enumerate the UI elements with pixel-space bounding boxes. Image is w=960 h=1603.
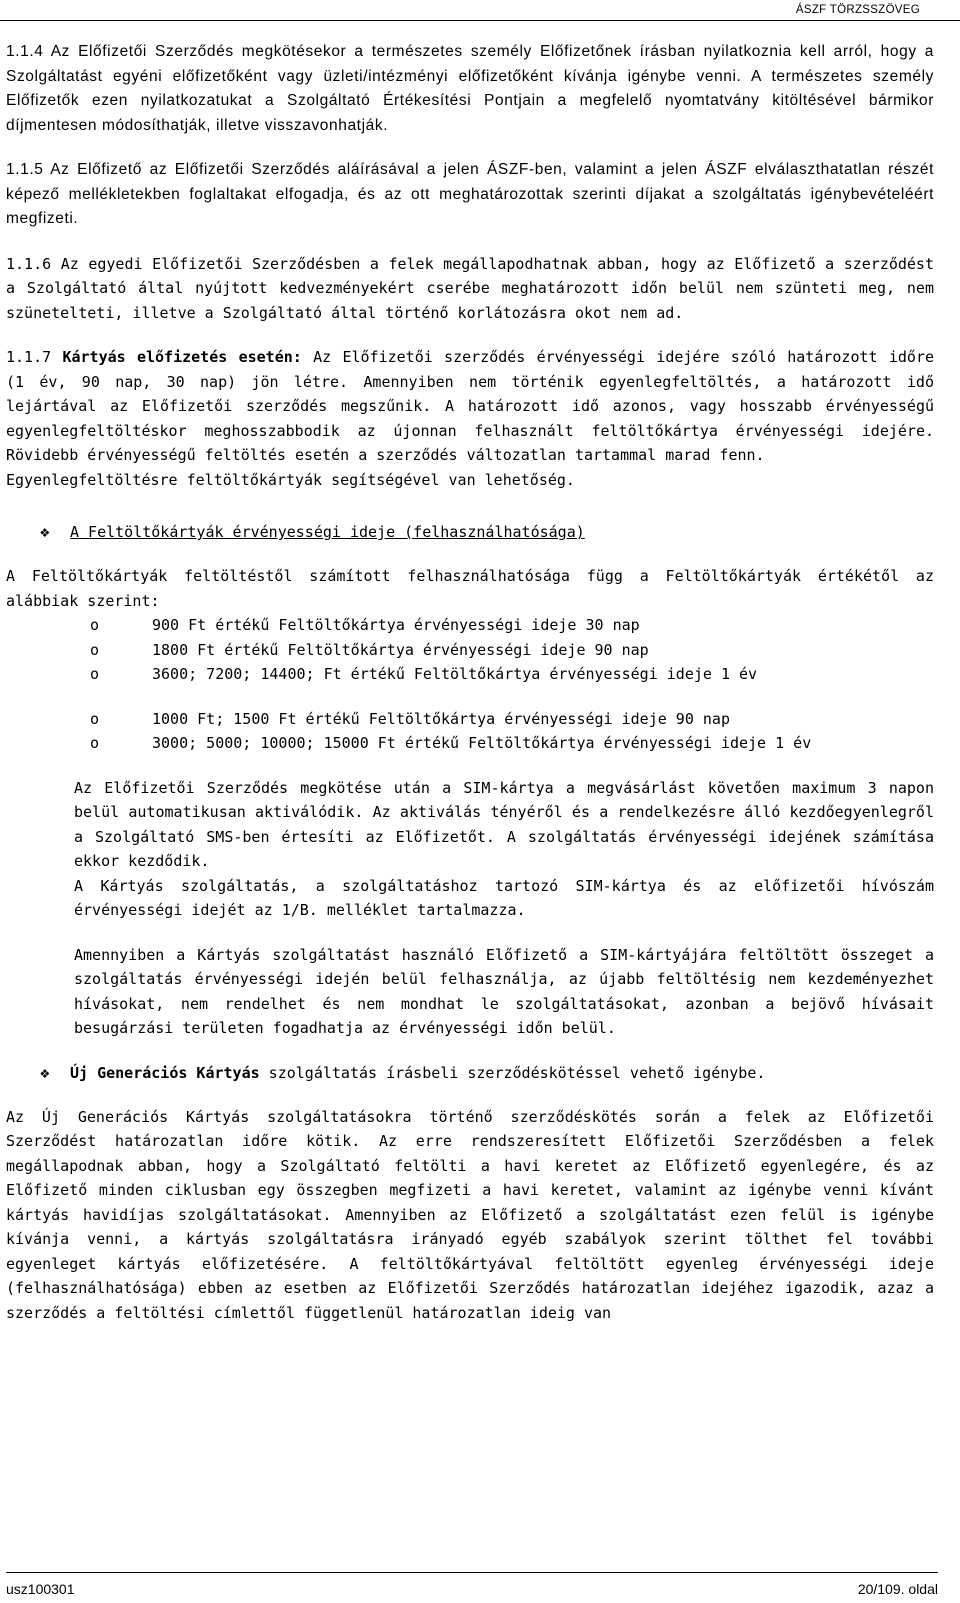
page-header [0,0,960,21]
section-number: 1.1.7 [6,348,63,366]
newgen-paragraph: Az Új Generációs Kártyás szolgáltatásokra történő szerződéskötés során a felek az Előfizetői Szerződést határozatlan időre kötik. Az erre rendszeresített Előfizetői Szerződésben a felek megállapodnak abban, hogy a Szolgáltató feltölti a havi keretet az Előfizető egyenlegére, és az Előfizető minden ciklusban egy összegben megfizeti a havi keretet, valamint az igénybe venni kívánt kártyás havidíjas szolgáltatásokat. Amennyiben az Előfizető a szolgáltatást ezen felül is igénybe kívánja venni, a kártyás szolgáltatásra irányadó egyéb szabályok szerint tölthet fel további egyenleget kártyás előfizetésére. A feltöltőkártyával feltöltött egyenleg érvényességi ideje (felhasználhatósága) ebben az esetben az Előfizetői Szerződés határozatlan idejéhez igazodik, azaz a szerződés a feltöltési címlettől függetlenül határozatlan ideig van [6,1107,934,1322]
header-label: ÁSZF TÖRZSSZÖVEG [795,4,920,16]
validity-heading [40,520,934,544]
list-item: o 3600; 7200; 14400; Ft értékű Feltöltőkártya érvényességi ideje 1 év [90,665,758,683]
list-item: o 3000; 5000; 10000; 15000 Ft értékű Feltöltőkártya érvényességi ideje 1 év [90,734,812,752]
page-number: 20/109. oldal [857,1581,938,1597]
paragraph-1-1-4: 1.1.4 Az Előfizetői Szerződés megkötésekor a természetes személy Előfizetőnek írásban nyilatkoznia kell arról, hogy a Szolgáltatást egyéni előfizetőként vagy üzleti/intézményi előfizetőként kívánja igénybe venni. A természetes személy Előfizetők ezen nyilatkozatukat a Szolgáltató Értékesítési Pontjain a megfelelő nyomtatvány kitöltésével bármikor díjmentesen módosíthatják, illetve visszavonhatják. [6,43,934,134]
page-footer [6,1572,938,1599]
list-item: o 1000 Ft; 1500 Ft értékű Feltöltőkártya érvényességi ideje 90 nap [90,709,730,728]
validity-list-b [6,707,934,756]
paragraph-text: Az Előfizetői szerződés érvényességi idejére szóló határozott időre (1 év, 90 nap, 30 nap) jön létre. Amennyiben nem történik egyenlegfeltöltés, a határozott idő lejártával az Előfizetői szerződés megszűnik. A határozott idő azonos, vagy hosszabb érvényességű egyenlegfeltöltéskor meghosszabbodik az újonnan felhasznált feltöltőkártya érvényességi idejére. Rövidebb érvényességű feltöltés esetén a szerződés változatlan tartammal marad fenn. [6,348,935,464]
diamond-cluster-icon: ❖ [40,1062,50,1082]
document-body [6,40,934,1325]
paragraph-1-1-7-line2: Egyenlegfeltöltésre feltöltőkártyák segítségével van lehetőség. [6,470,575,489]
validity-intro: A Feltöltőkártyák feltöltéstől számított felhasználhatósága függ a Feltöltőkártyák értékétől az alábbiak szerint: [6,567,934,610]
list-item: o 1800 Ft értékű Feltöltőkártya érvényességi ideje 90 nap [90,640,649,659]
newgen-heading-text: Új Generációs Kártyás szolgáltatás írásbeli szerződéskötéssel vehető igénybe. [70,1063,766,1082]
validity-heading-text: A Feltöltőkártyák érvényességi ideje (felhasználhatósága) [70,523,585,541]
paragraph-1-1-6: 1.1.6 Az egyedi Előfizetői Szerződésben a felek megállapodhatnak abban, hogy az Előfizető a szerződést a Szolgáltató által nyújtott kedvezményekért cserébe meghatározott időn belül nem szünteti meg, nem szünetelteti, illetve a Szolgáltató által történő korlátozásra okot nem ad. [6,254,934,322]
validity-list-a [6,613,934,687]
validity-annex-paragraph: A Kártyás szolgáltatás, a szolgáltatáshoz tartozó SIM-kártya és az előfizetői hívószám érvényességi idejét az 1/B. melléklet tartalmazza. [74,876,934,919]
newgen-heading [40,1061,934,1085]
document-id: usz100301 [6,1581,75,1597]
activation-paragraph: Az Előfizetői Szerződés megkötése után a SIM-kártya a megvásárlást követően maximum 3 napon belül automatikusan aktiválódik. Az aktiválás tényéről és a rendelkezésre álló kezdőegyenlegről a Szolgáltató SMS-ben értesíti az Előfizetőt. A szolgáltatás érvényességi idejének számítása ekkor kezdődik. [74,778,934,870]
bold-term: Kártyás előfizetés esetén: [62,348,302,366]
paragraph-1-1-5: 1.1.5 Az Előfizető az Előfizetői Szerződés aláírásával a jelen ÁSZF-ben, valamint a jelen ÁSZF elválaszthatatlan részét képező mellékletekben foglaltakat elfogadja, és az ott meghatározottak szerinti díjakat a szolgáltatás igénybevételéért megfizeti. [6,161,934,227]
diamond-cluster-icon: ❖ [40,522,50,541]
balance-usage-paragraph: Amennyiben a Kártyás szolgáltatást használó Előfizető a SIM-kártyájára feltöltött összeget a szolgáltatás érvényességi idején belül felhasználja, az újabb feltöltésig nem kezdeményezhet hívásokat, nem rendelhet és nem mondhat le szolgáltatásokat, azonban a bejövő hívásait besugárzási területen fogadhatja az érvényességi időn belül. [74,945,934,1037]
list-item: o 900 Ft értékű Feltöltőkártya érvényességi ideje 30 nap [90,616,640,634]
paragraph-1-1-7 [6,345,934,468]
